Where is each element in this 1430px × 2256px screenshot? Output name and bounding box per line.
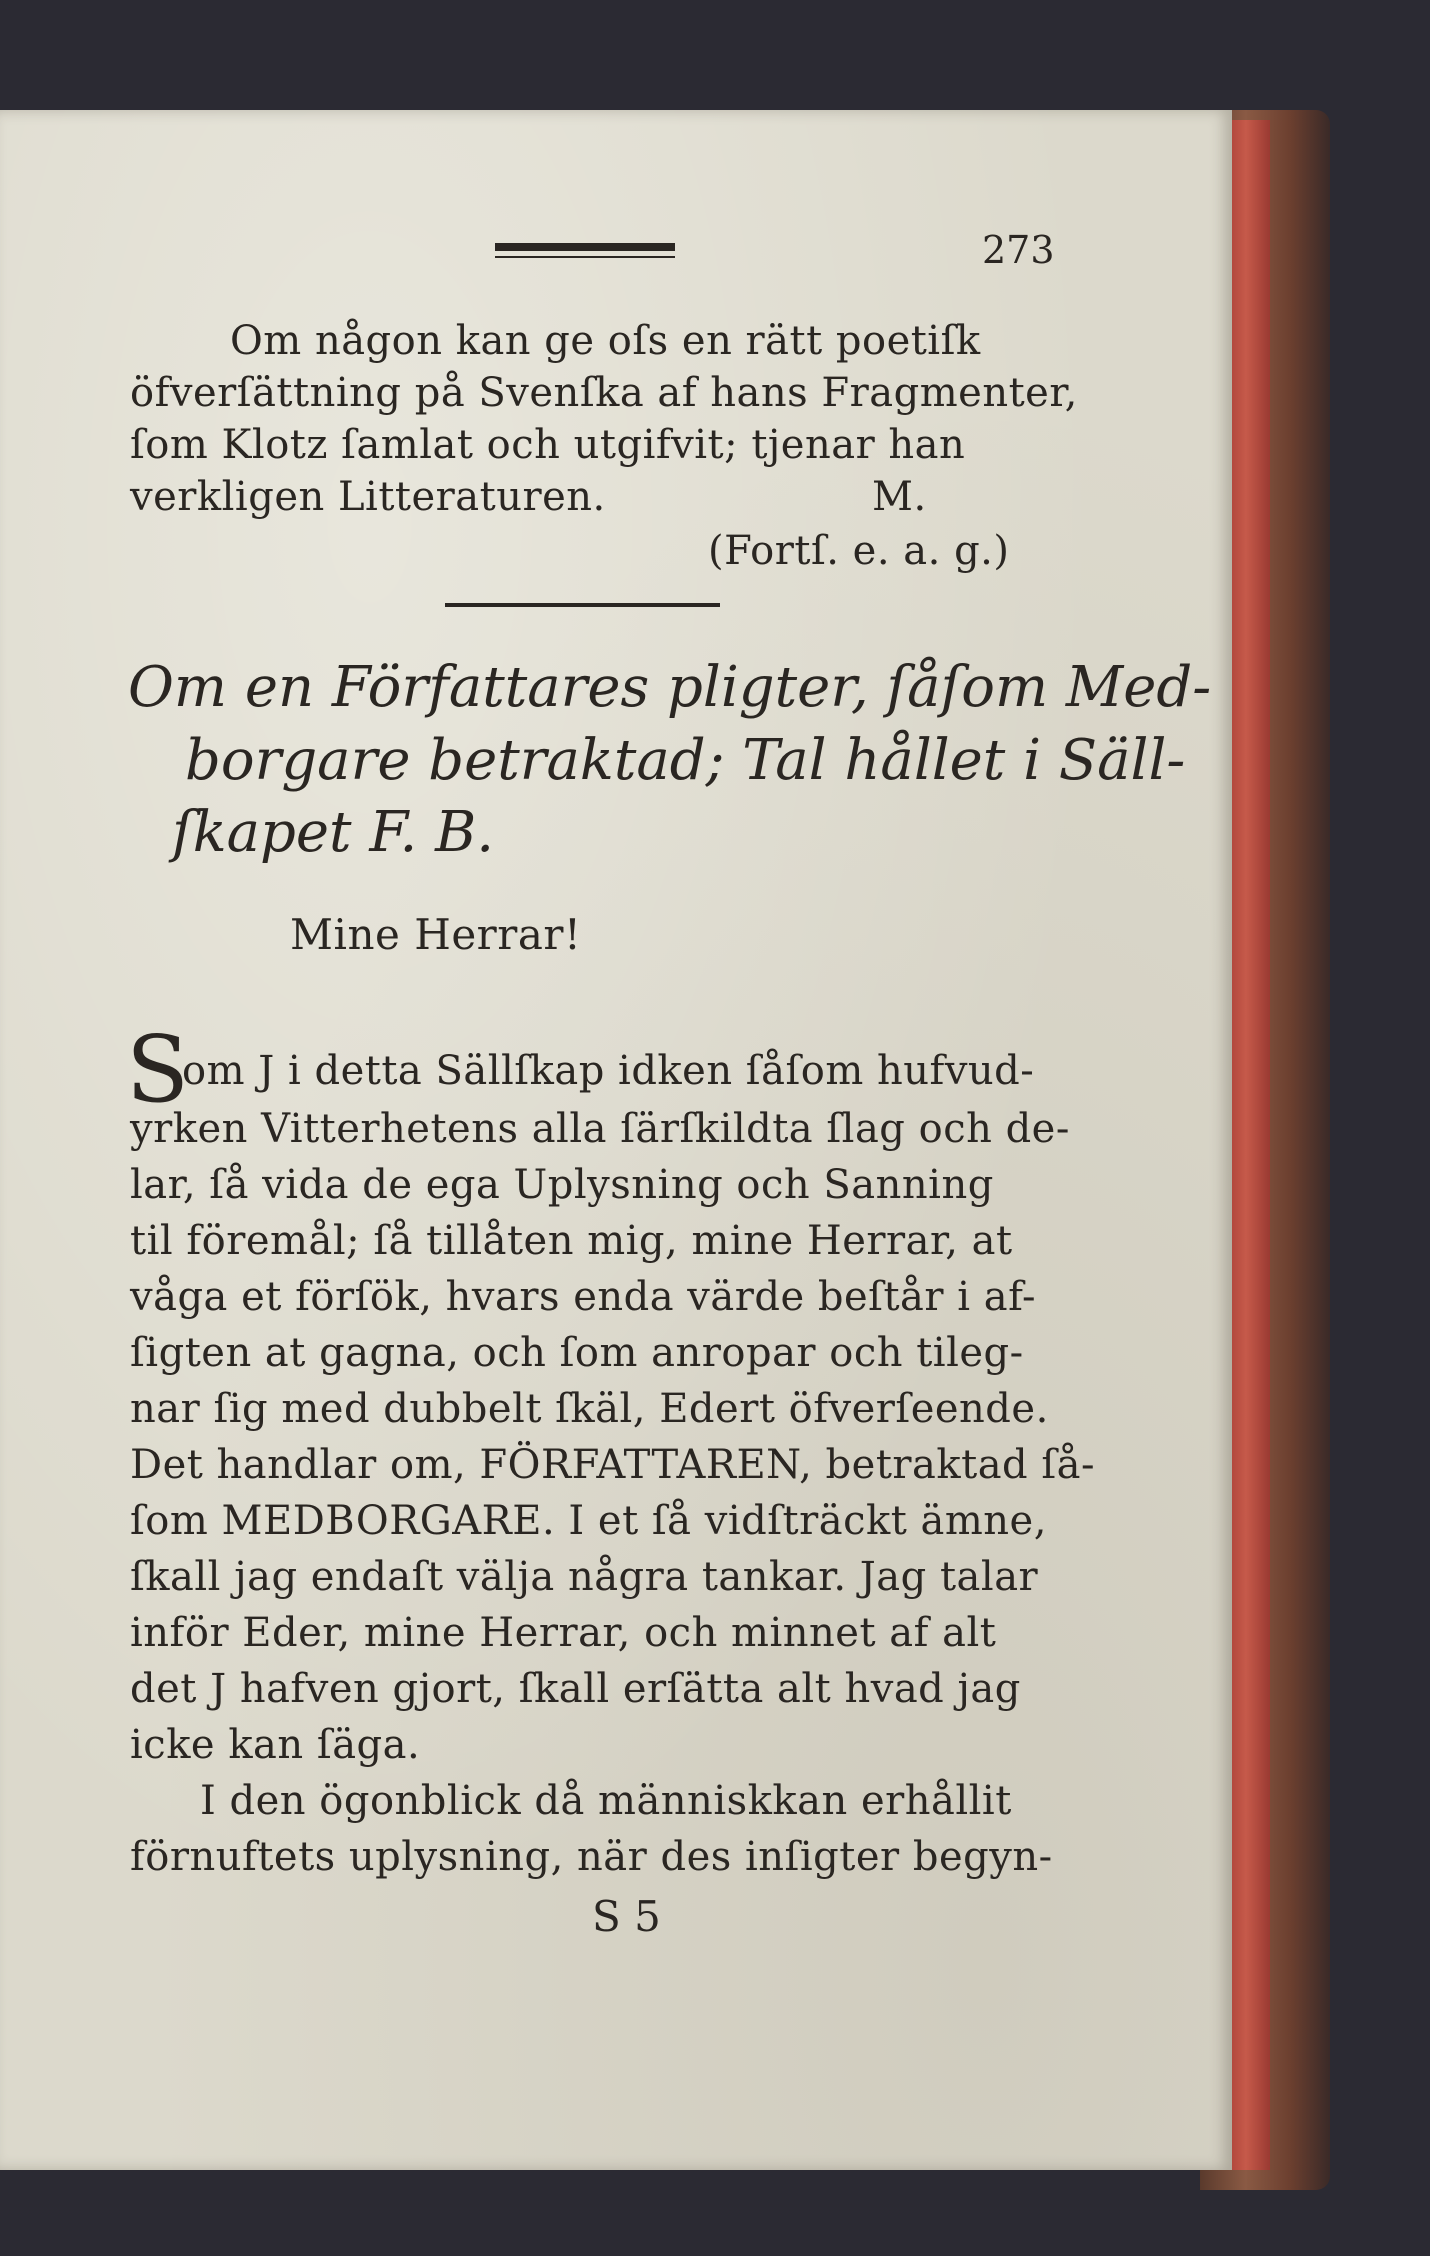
intro-line-1: Om någon kan ge oſs en rätt poetiſk <box>230 318 981 364</box>
body-line: yrken Vitterhetens alla ſärſkildta ſlag och de- <box>130 1106 1070 1152</box>
intro-line-3: ſom Klotz ſamlat och utgifvit; tjenar han <box>130 422 966 468</box>
body-line: icke kan ſäga. <box>130 1722 421 1768</box>
body-line: ſkall jag endaſt välja några tankar. Jag talar <box>130 1554 1039 1600</box>
body-line: nar ſig med dubbelt ſkäl, Edert öfverſeende. <box>130 1386 1049 1432</box>
continuation-note: (Fortſ. e. a. g.) <box>708 528 1010 574</box>
body-line-2: förnuftets uplysning, när des inſigter begyn- <box>130 1834 1053 1880</box>
body-line: Det handlar om, FÖRFATTAREN, betraktad ſå- <box>130 1442 1096 1488</box>
body-first-line: om J i detta Sällſkap idken ſåſom hufvud- <box>182 1048 1035 1094</box>
body-line: inför Eder, mine Herrar, och minnet af alt <box>130 1610 997 1656</box>
body-line: våga et förſök, hvars enda värde beſtår i af- <box>130 1274 1036 1320</box>
body-line: ſigten at gagna, och ſom anropar och tileg- <box>130 1330 1024 1376</box>
title-line-1: Om en Författares pligter, ſåſom Med- <box>128 655 1212 720</box>
body-line: det J hafven gjort, ſkall erſätta alt hvad jag <box>130 1666 1021 1712</box>
title-line-2: borgare betraktad; Tal hållet i Säll- <box>185 728 1186 793</box>
signature-mark: S 5 <box>592 1892 661 1941</box>
drop-cap: S <box>126 1016 190 1123</box>
intro-signature: M. <box>872 474 927 520</box>
section-rule <box>445 603 720 607</box>
body-line-2: I den ögonblick då människkan erhållit <box>200 1778 1012 1824</box>
page-number: 273 <box>982 228 1055 272</box>
body-line: til föremål; ſå tillåten mig, mine Herrar, at <box>130 1218 1013 1264</box>
body-line: lar, ſå vida de ega Uplysning och Sanning <box>130 1162 994 1208</box>
header-rule <box>495 243 675 251</box>
header-rule-thin <box>495 256 675 258</box>
intro-line-4: verkligen Litteraturen. <box>130 474 606 520</box>
salutation: Mine Herrar! <box>290 910 582 959</box>
title-line-3: ſkapet F. B. <box>172 800 495 865</box>
page-red-edge <box>1230 120 1270 2170</box>
intro-line-2: öfverſättning på Svenſka af hans Fragmenter, <box>130 370 1078 416</box>
body-line: ſom MEDBORGARE. I et ſå vidſträckt ämne, <box>130 1498 1047 1544</box>
